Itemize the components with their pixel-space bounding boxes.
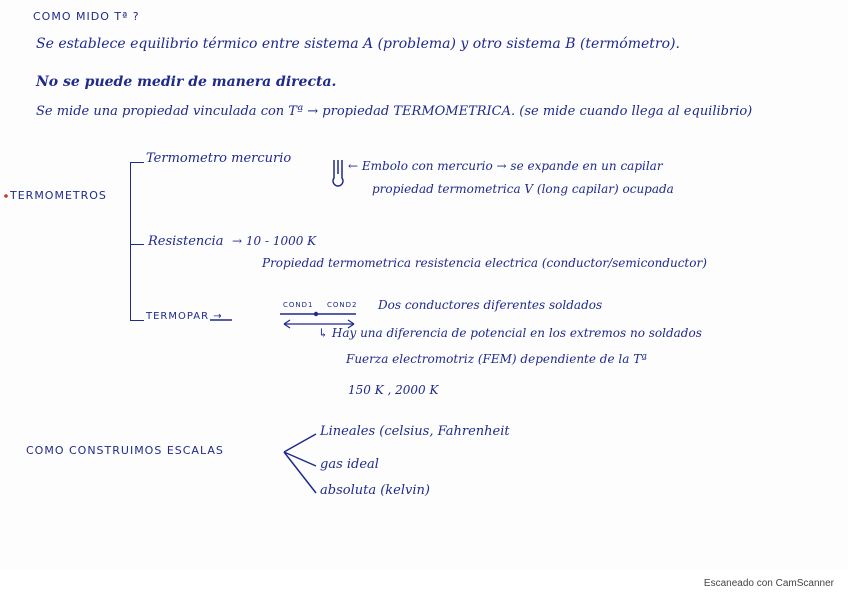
resistance-name: Resistencia bbox=[148, 234, 224, 249]
resistance-range: → 10 - 1000 K bbox=[232, 234, 317, 248]
thermocouple-desc-3: Fuerza electromotriz (FEM) dependiente de la Tª bbox=[346, 352, 647, 366]
thermocouple-cond1: COND1 bbox=[283, 301, 314, 309]
thermometers-heading: TERMOMETROS bbox=[10, 189, 107, 202]
solder-joint-icon bbox=[314, 312, 318, 316]
scale-item-3: absoluta (kelvin) bbox=[320, 483, 430, 498]
note-line-1: Se establece equilibrio térmico entre sistema A (problema) y otro sistema B (termómetro). bbox=[36, 36, 680, 52]
thermocouple-desc-1: Dos conductores diferentes soldados bbox=[378, 298, 603, 312]
thermocouple-cond2: COND2 bbox=[327, 301, 358, 309]
note-line-2: No se puede medir de manera directa. bbox=[36, 74, 337, 90]
thermocouple-range: 150 K , 2000 K bbox=[348, 383, 439, 397]
note-line-3: Se mide una propiedad vinculada con Tª → propiedad TERMOMETRICA. (se mide cuando llega al equilibrio) bbox=[36, 104, 753, 119]
thermometer-bulb-icon bbox=[333, 160, 343, 186]
thermocouple-name: TERMOPAR → bbox=[146, 311, 223, 322]
thermocouple-desc-2: ↳ Hay una diferencia de potencial en los extremos no soldados bbox=[318, 326, 702, 340]
scales-heading: COMO CONSTRUIMOS ESCALAS bbox=[26, 444, 224, 457]
resistance-property: Propiedad termometrica resistencia electrica (conductor/semiconductor) bbox=[262, 256, 707, 270]
thermometer-mercury-property: propiedad termometrica V (long capilar) ocupada bbox=[372, 182, 674, 196]
page-title: COMO MIDO Tª ? bbox=[33, 10, 140, 23]
thermometer-mercury-name: Termometro mercurio bbox=[146, 151, 292, 166]
thermometer-mercury-desc: ← Embolo con mercurio → se expande en un capilar bbox=[348, 159, 663, 173]
scale-item-1: Lineales (celsius, Fahrenheit bbox=[320, 424, 510, 439]
scale-item-2: gas ideal bbox=[320, 457, 379, 472]
bullet-dot bbox=[4, 194, 8, 198]
double-arrow-icon bbox=[284, 320, 354, 328]
scales-fork-lines bbox=[284, 434, 316, 493]
scanner-watermark: Escaneado con CamScanner bbox=[703, 578, 834, 589]
